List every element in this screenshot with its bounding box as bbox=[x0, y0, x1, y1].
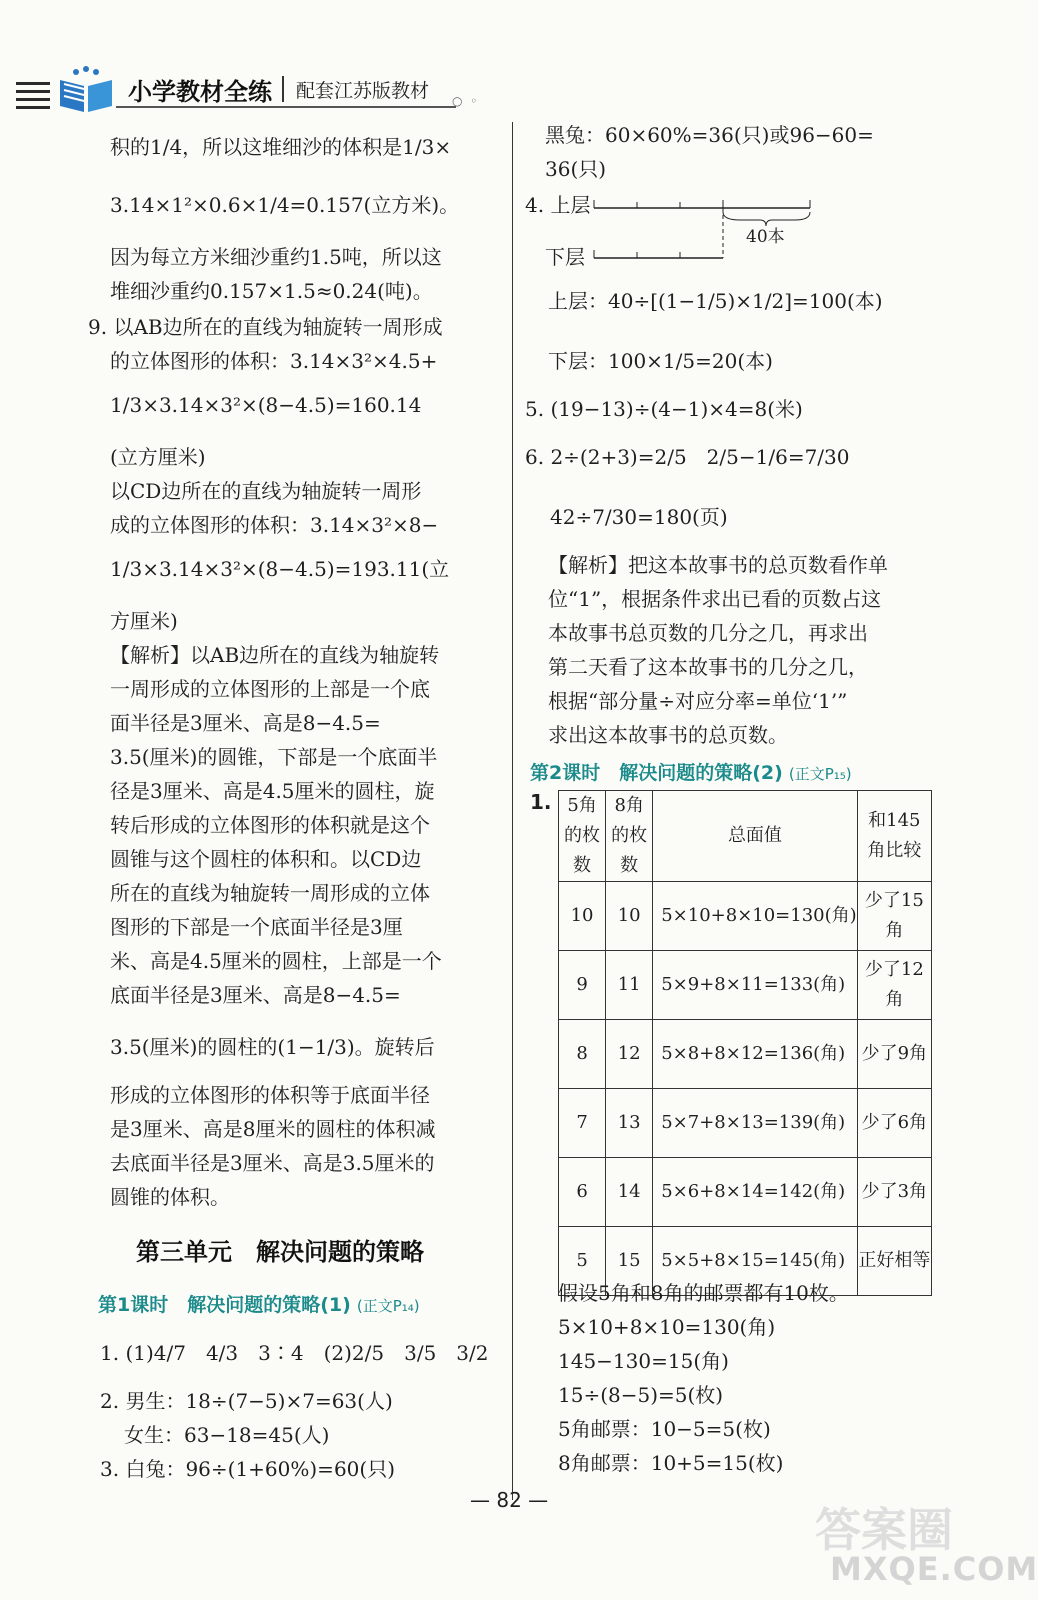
text-line: 形成的立体图形的体积等于底面半径 bbox=[110, 1083, 430, 1107]
table-row bbox=[559, 882, 932, 951]
text-line: 3.14×1²×0.6×1/4=0.157(立方米)。 bbox=[110, 193, 460, 217]
cell-5jiao-count: 7 bbox=[559, 1089, 606, 1158]
cell-5jiao-count: 10 bbox=[559, 882, 606, 951]
cell-compare: 少了3角 bbox=[857, 1158, 931, 1227]
cell-8jiao-count: 10 bbox=[606, 882, 653, 951]
cell-8jiao-count: 11 bbox=[606, 951, 653, 1020]
text-line: 5角邮票：10−5=5(枚) bbox=[558, 1417, 771, 1441]
page-header bbox=[0, 0, 1006, 120]
header-rule bbox=[116, 106, 456, 108]
text-line: 15÷(8−5)=5(枚) bbox=[558, 1383, 724, 1407]
header-compare-145: 和145角比较 bbox=[857, 791, 931, 882]
cell-total-value: 5×9+8×11=133(角) bbox=[653, 951, 857, 1020]
text-line: 圆锥的体积。 bbox=[110, 1185, 230, 1209]
text-line: 8角邮票：10+5=15(枚) bbox=[558, 1451, 784, 1475]
lesson-2-label: 第2课时 解决问题的策略(2) bbox=[530, 762, 783, 784]
q4-upper-label: 4. 上层 bbox=[525, 193, 591, 217]
cell-5jiao-count: 8 bbox=[559, 1020, 606, 1089]
q4-lower-label: 下层 bbox=[545, 245, 585, 269]
unit-title: 第三单元 解决问题的策略 bbox=[136, 1238, 424, 1266]
cell-compare: 正好相等 bbox=[857, 1227, 931, 1296]
text-line: 3.5(厘米)的圆柱的(1−1/3)。旋转后 bbox=[110, 1035, 435, 1059]
cell-total-value: 5×5+8×15=145(角) bbox=[653, 1227, 857, 1296]
text-line: 因为每立方米细沙重约1.5吨，所以这 bbox=[110, 245, 442, 269]
text-line: 1/3×3.14×3²×(8−4.5)=193.11(立 bbox=[110, 557, 450, 581]
cell-total-value: 5×7+8×13=139(角) bbox=[653, 1089, 857, 1158]
text-line: 底面半径是3厘米、高是8−4.5= bbox=[110, 983, 401, 1007]
text-line: 去底面半径是3厘米、高是3.5厘米的 bbox=[110, 1151, 435, 1175]
q4-bracket-label: 40本 bbox=[746, 227, 785, 247]
cell-total-value: 5×10+8×10=130(角) bbox=[653, 882, 857, 951]
text-line: 3.5(厘米)的圆锥，下部是一个底面半 bbox=[110, 745, 438, 769]
question-9: 9. 以AB边所在的直线为轴旋转一周形成 bbox=[88, 315, 443, 339]
page-number: — 82 — bbox=[470, 1488, 549, 1512]
cell-8jiao-count: 15 bbox=[606, 1227, 653, 1296]
book-logo-icon bbox=[56, 66, 116, 114]
analysis-line: 本故事书总页数的几分之几，再求出 bbox=[548, 621, 868, 645]
text-line: 径是3厘米、高是4.5厘米的圆柱，旋 bbox=[110, 779, 435, 803]
text-line: 黑兔：60×60%=36(只)或96−60= bbox=[545, 123, 874, 147]
cell-compare: 少了12角 bbox=[857, 951, 931, 1020]
lesson-1-q2b: 女生：63−18=45(人) bbox=[124, 1423, 330, 1447]
cell-total-value: 5×6+8×14=142(角) bbox=[653, 1158, 857, 1227]
header-decor-lines bbox=[16, 82, 50, 114]
header-total-value: 总面值 bbox=[653, 791, 857, 882]
lesson-2-heading bbox=[530, 758, 852, 785]
text-line: 圆锥与这个圆柱的体积和。以CD边 bbox=[110, 847, 422, 871]
q4-lower-formula: 下层：100×1/5=20(本) bbox=[548, 349, 773, 373]
comparison-table bbox=[558, 790, 932, 1296]
cell-compare: 少了9角 bbox=[857, 1020, 931, 1089]
analysis-line: 根据“部分量÷对应分率=单位‘1’” bbox=[548, 689, 848, 713]
lesson-1-q2: 2. 男生：18÷(7−5)×7=63(人) bbox=[100, 1389, 393, 1413]
text-line: 假设5角和8角的邮票都有10枚。 bbox=[558, 1281, 849, 1305]
lesson-1-heading bbox=[98, 1290, 420, 1317]
analysis-line: 位“1”，根据条件求出已看的页数占这 bbox=[548, 587, 882, 611]
text-line: 的立体图形的体积：3.14×3²×4.5+ bbox=[110, 349, 438, 373]
cell-5jiao-count: 5 bbox=[559, 1227, 606, 1296]
question-6b: 42÷7/30=180(页) bbox=[550, 505, 728, 529]
lesson-1-ref: (正文P₁₄) bbox=[356, 1297, 420, 1315]
text-line: 转后形成的立体图形的体积就是这个 bbox=[110, 813, 430, 837]
lesson-1-q3: 3. 白兔：96÷(1+60%)=60(只) bbox=[100, 1457, 395, 1481]
analysis-line: 第二天看了这本故事书的几分之几， bbox=[548, 655, 868, 679]
question-6a: 6. 2÷(2+3)=2/5 2/5−1/6=7/30 bbox=[525, 445, 850, 469]
analysis-line: 【解析】把这本故事书的总页数看作单 bbox=[548, 553, 888, 577]
lesson-1-q1: 1. (1)4/7 4/3 3∶4 (2)2/5 3/5 3/2 bbox=[100, 1341, 489, 1365]
text-line: 图形的下部是一个底面半径是3厘 bbox=[110, 915, 403, 939]
cell-total-value: 5×8+8×12=136(角) bbox=[653, 1020, 857, 1089]
q4-segment-diagram bbox=[590, 190, 820, 270]
table-row bbox=[559, 951, 932, 1020]
lesson-2-ref: (正文P₁₅) bbox=[788, 765, 852, 783]
cell-8jiao-count: 13 bbox=[606, 1089, 653, 1158]
table-row bbox=[559, 1089, 932, 1158]
table-question-number: 1. bbox=[530, 790, 552, 814]
cell-compare: 少了15角 bbox=[857, 882, 931, 951]
cell-compare: 少了6角 bbox=[857, 1089, 931, 1158]
text-line: (立方厘米) bbox=[110, 445, 206, 469]
cell-5jiao-count: 6 bbox=[559, 1158, 606, 1227]
header-separator bbox=[282, 76, 284, 102]
table-row bbox=[559, 1158, 932, 1227]
analysis-line: 求出这本故事书的总页数。 bbox=[548, 723, 788, 747]
text-line: 145−130=15(角) bbox=[558, 1349, 729, 1373]
q4-upper-formula: 上层：40÷[(1−1/5)×1/2]=100(本) bbox=[548, 289, 883, 313]
text-line: 所在的直线为轴旋转一周形成的立体 bbox=[110, 881, 430, 905]
table-row bbox=[559, 1020, 932, 1089]
cell-5jiao-count: 9 bbox=[559, 951, 606, 1020]
question-5: 5. (19−13)÷(4−1)×4=8(米) bbox=[525, 397, 803, 421]
text-line: 面半径是3厘米、高是8−4.5= bbox=[110, 711, 381, 735]
cell-8jiao-count: 12 bbox=[606, 1020, 653, 1089]
text-line: 以CD边所在的直线为轴旋转一周形 bbox=[110, 479, 422, 503]
column-divider bbox=[512, 122, 513, 1500]
watermark-logo: 答案圈 bbox=[815, 1503, 953, 1557]
lesson-1-label: 第1课时 解决问题的策略(1) bbox=[98, 1294, 351, 1316]
header-8jiao-count: 8角的枚数 bbox=[606, 791, 653, 882]
cell-8jiao-count: 14 bbox=[606, 1158, 653, 1227]
text-line: 是3厘米、高是8厘米的圆柱的体积减 bbox=[110, 1117, 436, 1141]
text-line: 一周形成的立体图形的上部是一个底 bbox=[110, 677, 430, 701]
header-subtitle: 配套江苏版教材 bbox=[296, 80, 430, 102]
header-title: 小学教材全练 bbox=[128, 78, 272, 106]
watermark-url: MXQE.COM bbox=[830, 1550, 1038, 1588]
text-line: 积的1/4，所以这堆细沙的体积是1/3× bbox=[110, 135, 452, 159]
table-header-row bbox=[559, 791, 932, 882]
text-line: 1/3×3.14×3²×(8−4.5)=160.14 bbox=[110, 393, 422, 417]
text-line: 5×10+8×10=130(角) bbox=[558, 1315, 776, 1339]
text-line: 方厘米) bbox=[110, 609, 178, 633]
header-dots: ○ ◦ bbox=[452, 94, 480, 108]
analysis-line: 【解析】以AB边所在的直线为轴旋转 bbox=[110, 643, 440, 667]
text-line: 米、高是4.5厘米的圆柱，上部是一个 bbox=[110, 949, 442, 973]
header-5jiao-count: 5角的枚数 bbox=[559, 791, 606, 882]
text-line: 成的立体图形的体积：3.14×3²×8− bbox=[110, 513, 439, 537]
text-line: 堆细沙重约0.157×1.5≈0.24(吨)。 bbox=[110, 279, 433, 303]
text-line: 36(只) bbox=[545, 157, 607, 181]
